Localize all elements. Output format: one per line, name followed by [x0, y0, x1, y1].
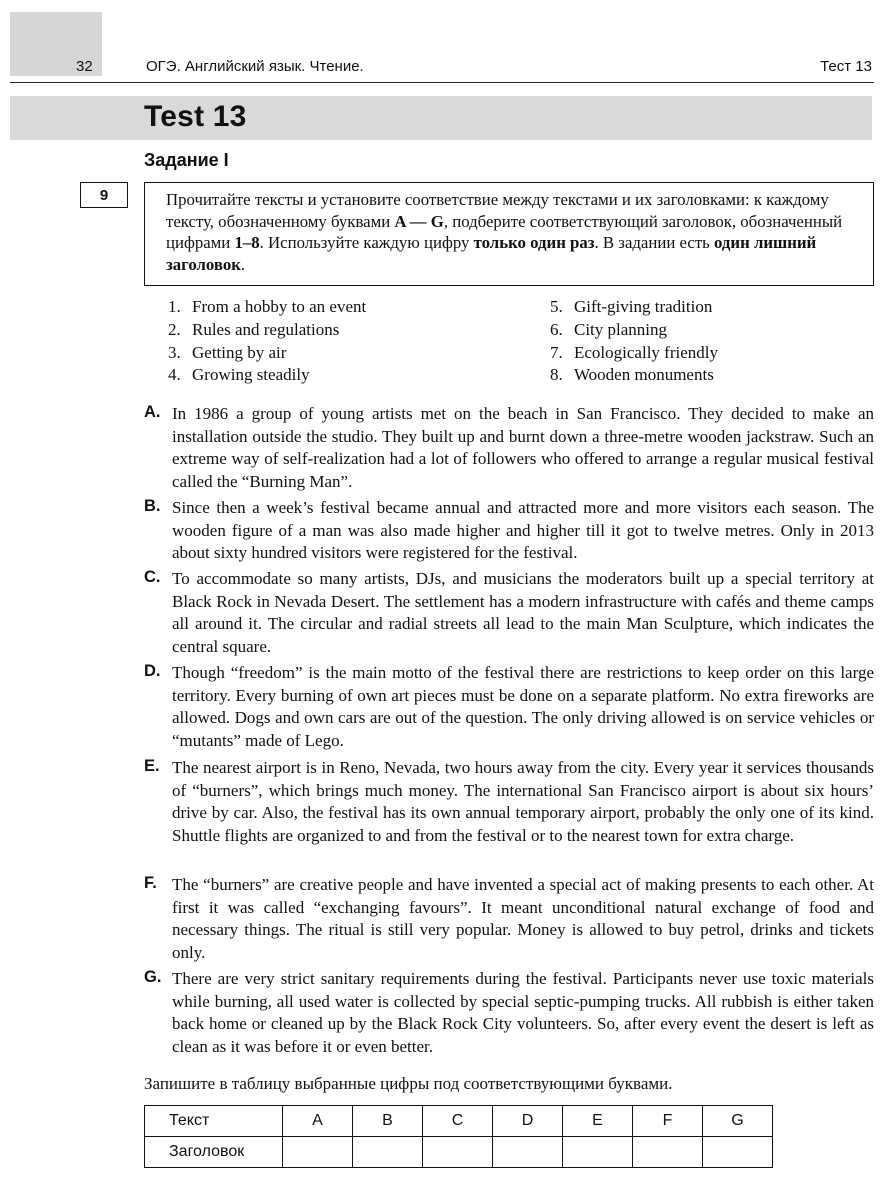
heading-text: Wooden monuments — [574, 365, 714, 385]
title-band — [10, 96, 872, 140]
row-label-heading: Заголовок — [145, 1137, 283, 1168]
heading-item — [168, 342, 366, 365]
heading-text: Ecologically friendly — [574, 342, 718, 362]
answer-cell-g[interactable] — [703, 1137, 773, 1168]
heading-number: 3. — [168, 342, 181, 362]
row-label-text: Текст — [145, 1106, 283, 1137]
instruction-bold: A — G — [394, 211, 444, 231]
text-body: In 1986 a group of young artists met on the beach in San Francisco. They decided to make an installation outside the studio. They built up and burnt down a three-metre wooden jackstraw. Such an extreme way of self-realization had a lot of followers who offered to arrange a regular musical festival called the “Burning Man”. — [172, 404, 874, 491]
running-title: ОГЭ. Английский язык. Чтение. — [146, 58, 364, 75]
text-body: The “burners” are creative people and have invented a special act of making presents to each other. At first it was called “exchanging favours”. It meant unconditional natural exchange of food and necessary things. The ritual is still very popular. Money is allowed to buy petrol, drinks and tickets only. — [172, 875, 874, 962]
heading-item — [168, 296, 366, 319]
text-letter: F. — [144, 874, 157, 892]
answer-cell-a[interactable] — [283, 1137, 353, 1168]
answer-cell-c[interactable] — [423, 1137, 493, 1168]
instruction-text: Прочитайте тексты и установите соответствие между текстами и их заголовками: к каждому тексту, обозначенному буквами — [166, 190, 829, 231]
page-title: Test 13 — [144, 100, 247, 133]
instruction-bold: только один раз — [473, 233, 595, 252]
answer-cell-f[interactable] — [633, 1137, 703, 1168]
text-letter: C. — [144, 568, 161, 586]
text-body: The nearest airport is in Reno, Nevada, two hours away from the city. Every year it services thousands of “burners”, which brings much money. The international San Francisco airport is about six hours’ drive by car. Also, the festival has its own annual temporary airport, probably the only one of its kind. Shuttle flights are organized to and from the festival or to the nearest town for extra charge. — [172, 758, 874, 845]
headings-list-left — [168, 296, 366, 387]
heading-text: From a hobby to an event — [192, 297, 367, 316]
text-f — [144, 874, 874, 964]
header-divider — [10, 82, 874, 83]
instruction-text: , подберите соответствующий заголовок, обозначенный цифрами — [166, 211, 843, 252]
heading-number: 1. — [168, 297, 181, 316]
text-letter: A. — [144, 403, 161, 421]
column-letter-d: D — [493, 1106, 563, 1137]
text-a — [144, 403, 874, 493]
headings-list-right — [550, 296, 718, 387]
heading-item — [550, 364, 718, 387]
instruction-box — [144, 182, 874, 286]
text-letter: B. — [144, 497, 161, 515]
heading-number: 4. — [168, 365, 181, 385]
column-letter-a: A — [283, 1106, 353, 1137]
text-d — [144, 662, 874, 752]
answer-cell-e[interactable] — [563, 1137, 633, 1168]
heading-item — [550, 296, 718, 319]
column-letter-b: B — [353, 1106, 423, 1137]
heading-item — [168, 364, 366, 387]
heading-text: Growing steadily — [192, 365, 310, 385]
text-e — [144, 757, 874, 847]
text-c — [144, 568, 874, 658]
instruction-text: . — [240, 254, 246, 274]
heading-item — [550, 342, 718, 365]
answer-cell-b[interactable] — [353, 1137, 423, 1168]
heading-item — [168, 319, 366, 342]
column-letter-e: E — [563, 1106, 633, 1137]
heading-item — [550, 319, 718, 342]
instruction-bold: 1–8 — [234, 233, 260, 252]
text-body: Though “freedom” is the main motto of the festival there are restrictions to keep order on this large territory. Every burning of own art pieces must be done on a separate platform. No extra fireworks are allowed. Dogs and own cars are out of the question. The only driving allowed is on service vehicles or “mutants” made of Lego. — [172, 663, 874, 750]
heading-number: 7. — [550, 342, 563, 362]
heading-text: Rules and regulations — [192, 319, 340, 339]
heading-text: Getting by air — [192, 342, 287, 362]
task-label: Задание I — [144, 150, 229, 170]
column-letter-g: G — [703, 1106, 773, 1137]
text-b — [144, 497, 874, 565]
answer-cell-d[interactable] — [493, 1137, 563, 1168]
running-test-label: Тест 13 — [820, 58, 872, 75]
question-number: 9 — [80, 182, 128, 208]
heading-text: City planning — [574, 319, 668, 339]
heading-number: 6. — [550, 319, 563, 339]
text-body: To accommodate so many artists, DJs, and musicians the moderators built up a special territory at Black Rock in Nevada Desert. The settlement has a modern infrastructure with cafés and theme camps all around it. The circular and radial streets all lead to the main Man Sculpture, which indicates the central square. — [172, 569, 874, 656]
heading-text: Gift-giving tradition — [574, 297, 713, 316]
answer-row-headings — [145, 1137, 773, 1168]
answer-row-letters — [145, 1106, 773, 1137]
heading-number: 2. — [168, 319, 181, 339]
heading-number: 8. — [550, 365, 563, 385]
page-number: 32 — [76, 58, 93, 75]
text-g — [144, 968, 874, 1058]
column-letter-f: F — [633, 1106, 703, 1137]
text-letter: D. — [144, 662, 161, 680]
answer-instruction: Запишите в таблицу выбранные цифры под соответствующими буквами. — [144, 1074, 673, 1093]
instruction-text: . Используйте каждую цифру — [259, 233, 474, 252]
text-letter: G. — [144, 968, 162, 986]
instruction-bold: один лишний заголовок — [166, 233, 817, 274]
heading-number: 5. — [550, 297, 563, 316]
text-letter: E. — [144, 757, 160, 775]
text-body: Since then a week’s festival became annual and attracted more and more visitors each season. The wooden figure of a man was also made higher and higher till it got to twelve metres. Only in 2013 about sixty hundred visitors were registered for the festival. — [172, 498, 874, 562]
text-body: There are very strict sanitary requirements during the festival. Participants never use toxic materials while burning, all used water is collected by special septic-pumping trucks. All rubbish is either taken back home or cleaned up by the Black Rock City volunteers. So, after every event the desert is left as clean as it was before it or even better. — [172, 969, 874, 1056]
answer-table — [144, 1105, 773, 1168]
column-letter-c: C — [423, 1106, 493, 1137]
instruction-text: . В задании есть — [594, 233, 715, 252]
